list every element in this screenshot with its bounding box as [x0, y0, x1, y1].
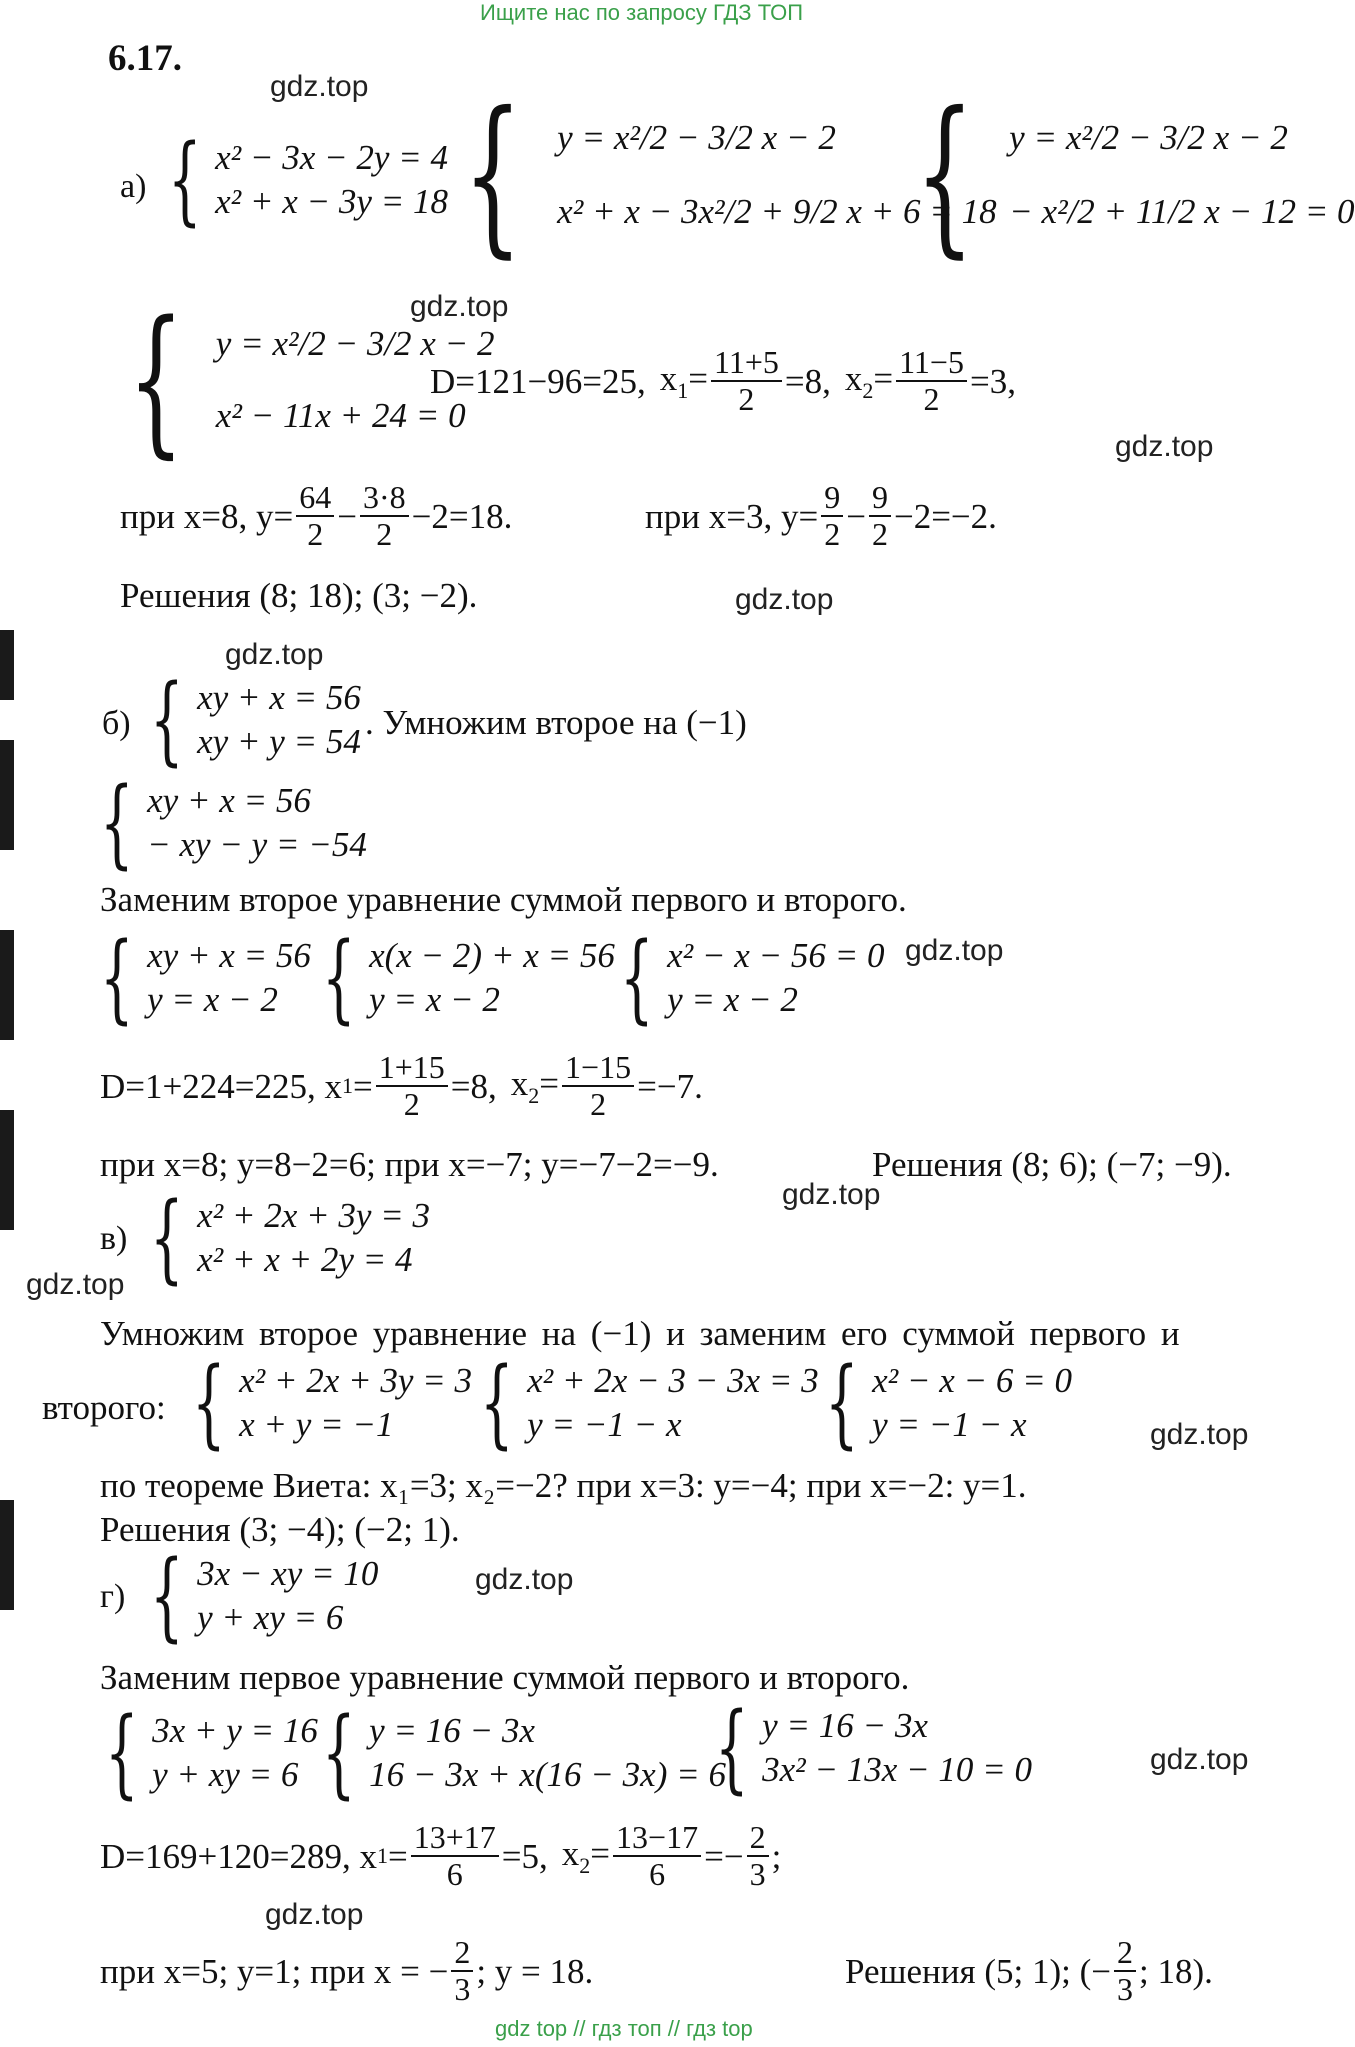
equation: x² + x + 2y = 4 [197, 1240, 413, 1279]
equation: xy + x = 56 [147, 936, 311, 976]
watermark: gdz.top [905, 934, 1004, 967]
scan-edge-mark [0, 930, 14, 1040]
part-g-system-3: { y = 16 − 3x 16 − 3x + x(16 − 3x) = 6 [322, 1697, 726, 1809]
equation: x² − 11x + 24 = 0 [215, 396, 466, 435]
watermark: gdz.top [26, 1268, 125, 1301]
part-a-system-4: { y = x²/2 − 3/2 x − 2 x² − 11x + 24 = 0 [128, 286, 495, 473]
part-a-solutions: Решения (8; 18); (3; −2). [120, 576, 478, 615]
part-g-check: при x=5; y=1; при x = − $\frac{2}{3}$ ; y = 18. [100, 1934, 594, 2008]
problem-number: 6.17. [108, 38, 182, 79]
part-v-system-3: { x² + 2x − 3 − 3x = 3 y = −1 − x [480, 1347, 819, 1459]
equation: 3x + y = 16 [152, 1711, 318, 1751]
scan-edge-mark [0, 1110, 14, 1230]
scan-edge-mark [0, 740, 14, 850]
part-b-system-3: { xy + x = 56 y = x − 2 [100, 922, 311, 1034]
scan-edge-mark [0, 1500, 14, 1610]
equation: y = x²/2 − 3/2 x − 2 [557, 118, 836, 158]
part-a-system-1: { x² − 3x − 2y = 4 x² + x − 3y = 18 [168, 124, 449, 236]
part-a-check-1: при x=8, y= $\frac{64}{2}$ − $\frac{3\cdot 8}{2}$ −2=18. [120, 479, 513, 553]
watermark: gdz.top [475, 1563, 574, 1596]
part-a-system-2: { y = x²/2 − 3/2 x − 2 x² + x − 3x²/2 + 9/2 x + 6 = 18 [463, 76, 997, 274]
footer-watermark: gdz top // гдз топ // гдз top [495, 2016, 753, 2041]
equation: x² − 3x − 2y = 4 [215, 138, 449, 178]
scan-edge-mark [0, 630, 14, 700]
equation: x² + x − 3x²/2 + 9/2 x + 6 = 18 [557, 192, 997, 231]
part-v-text-1: Умножим второе уравнение на (−1) и заменим его суммой первого и [100, 1314, 1180, 1353]
equation: y = −1 − x [527, 1405, 682, 1444]
watermark: gdz.top [735, 583, 834, 616]
part-g-replace-text: Заменим первое уравнение суммой первого и второго. [100, 1658, 910, 1697]
watermark: gdz.top [1150, 1418, 1249, 1451]
part-b-note: . Умножим второе на (−1) [365, 703, 747, 742]
part-v-system-4: { x² − x − 6 = 0 y = −1 − x [825, 1347, 1072, 1459]
part-a-system-3: { y = x²/2 − 3/2 x − 2 − x²/2 + 11/2 x − 12 = 0 [915, 76, 1355, 274]
equation: xy + x = 56 [147, 781, 311, 821]
part-v-label: в) [100, 1220, 128, 1257]
equation: x² − x − 56 = 0 [667, 936, 885, 976]
part-b-roots: D=1+224=225, x 1 = $\frac{1+15}{2}$ =8, $x_2=$ $\frac{1-15}{2}$ =−7. [100, 1049, 703, 1123]
part-b-system-1: { xy + x = 56 xy + y = 54 [150, 664, 361, 776]
part-v-system-1: { x² + 2x + 3y = 3 x² + x + 2y = 4 [150, 1182, 431, 1294]
part-a-roots: D=121−96=25, $x_1=$ $\frac{11+5}{2}$ =8, $x_2=$ $\frac{11-5}{2}$ =3, [430, 344, 1016, 418]
equation: 3x − xy = 10 [197, 1554, 379, 1594]
equation: x(x − 2) + x = 56 [369, 936, 615, 976]
equation: y = 16 − 3x [762, 1706, 928, 1746]
watermark: gdz.top [225, 638, 324, 671]
part-b-solutions: Решения (8; 6); (−7; −9). [872, 1145, 1232, 1184]
equation: 16 − 3x + x(16 − 3x) = 6 [369, 1755, 726, 1794]
part-v-solutions: Решения (3; −4); (−2; 1). [100, 1510, 460, 1549]
equation: xy + x = 56 [197, 678, 361, 718]
part-g-roots: D=169+120=289, x 1 = $\frac{13+17}{6}$ =5, $x_2=$ $\frac{13-17}{6}$ =− $\frac{2}{3}$ ; [100, 1819, 782, 1893]
equation: y = x²/2 − 3/2 x − 2 [215, 324, 495, 364]
equation: x + y = −1 [239, 1405, 394, 1444]
equation: − x²/2 + 11/2 x − 12 = 0 [1009, 192, 1355, 231]
part-a-check-2: при x=3, y= $\frac{9}{2}$ − $\frac{9}{2}$ −2=−2. [645, 479, 997, 553]
part-v-system-2: { x² + 2x + 3y = 3 x + y = −1 [192, 1347, 473, 1459]
equation: x² + 2x + 3y = 3 [197, 1196, 431, 1236]
equation: x² + 2x − 3 − 3x = 3 [527, 1361, 819, 1401]
part-g-label: г) [100, 1578, 126, 1615]
part-b-system-2: { xy + x = 56 − xy − y = −54 [100, 767, 367, 879]
equation: y = −1 − x [872, 1405, 1027, 1444]
part-a-label: а) [120, 168, 147, 205]
part-b-replace-text: Заменим второе уравнение суммой первого и второго. [100, 880, 907, 919]
part-b-system-4: { x(x − 2) + x = 56 y = x − 2 [322, 922, 615, 1034]
part-g-system-2: { 3x + y = 16 y + xy = 6 [105, 1697, 318, 1809]
watermark: gdz.top [265, 1898, 364, 1931]
watermark: gdz.top [1150, 1743, 1249, 1776]
part-g-system-4: { y = 16 − 3x 3x² − 13x − 10 = 0 [715, 1692, 1032, 1804]
part-v-vieta: по теореме Виета: x₁=3; x₂=−2? при x=3: y=−4; при x=−2: y=1. [100, 1466, 1027, 1505]
part-g-system-1: { 3x − xy = 10 y + xy = 6 [150, 1540, 379, 1652]
equation: y = x − 2 [369, 980, 500, 1019]
equation: x² + 2x + 3y = 3 [239, 1361, 473, 1401]
watermark: gdz.top [782, 1178, 881, 1211]
equation: y = x − 2 [147, 980, 278, 1019]
part-b-label: б) [102, 705, 131, 742]
equation: y + xy = 6 [152, 1755, 299, 1794]
part-b-check: при x=8; y=8−2=6; при x=−7; y=−7−2=−9. [100, 1145, 719, 1184]
equation: y = x − 2 [667, 980, 798, 1019]
watermark: gdz.top [410, 290, 509, 323]
equation: y = 16 − 3x [369, 1711, 535, 1751]
part-g-solutions: Решения (5; 1); (− $\frac{2}{3}$ ; 18). [845, 1934, 1213, 2008]
equation: x² + x − 3y = 18 [215, 182, 449, 221]
part-b-system-5: { x² − x − 56 = 0 y = x − 2 [620, 922, 885, 1034]
part-v-text-2: второго: [42, 1388, 166, 1427]
equation: 3x² − 13x − 10 = 0 [762, 1750, 1032, 1789]
equation: y = x²/2 − 3/2 x − 2 [1009, 118, 1288, 158]
watermark: gdz.top [270, 70, 369, 103]
equation: − xy − y = −54 [147, 825, 367, 864]
equation: y + xy = 6 [197, 1598, 344, 1637]
equation: x² − x − 6 = 0 [872, 1361, 1072, 1401]
header-watermark: Ищите нас по запросу ГДЗ ТОП [480, 0, 804, 25]
equation: xy + y = 54 [197, 722, 361, 761]
watermark: gdz.top [1115, 430, 1214, 463]
